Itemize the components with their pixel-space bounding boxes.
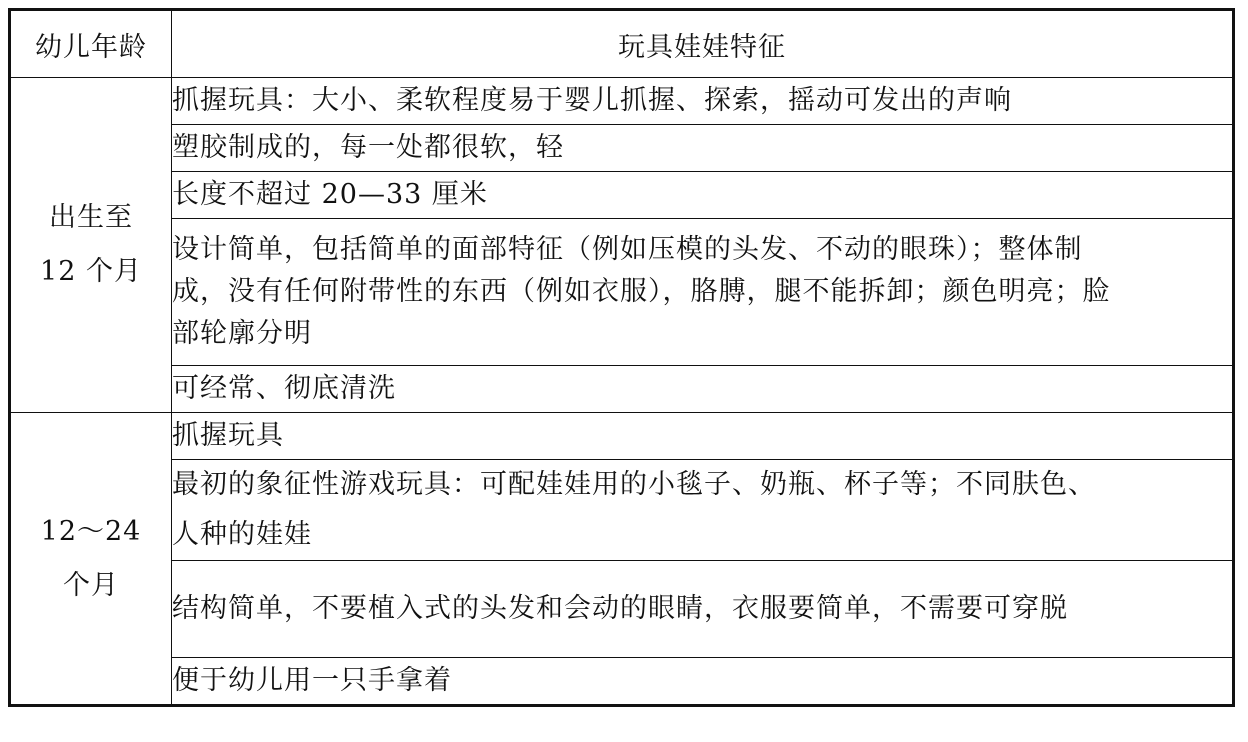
header-age: 幼儿年龄 — [10, 10, 172, 78]
feature-line: 可经常、彻底清洗 — [172, 373, 396, 404]
feature-line: 部轮廓分明 — [172, 318, 312, 349]
doll-features-table — [8, 8, 1235, 707]
header-features: 玩具娃娃特征 — [172, 10, 1234, 78]
feature-line: 人种的娃娃 — [172, 519, 312, 550]
feature-cell — [172, 172, 1234, 219]
table-row — [10, 172, 1234, 219]
table-row — [10, 658, 1234, 706]
feature-line: 结构简单，不要植入式的头发和会动的眼睛，衣服要简单，不需要可穿脱 — [172, 593, 1068, 624]
age-line: 个月 — [63, 569, 119, 601]
feature-cell — [172, 561, 1234, 658]
table-row — [10, 219, 1234, 366]
table-row — [10, 561, 1234, 658]
feature-cell — [172, 413, 1234, 460]
age-cell-0-12-months — [10, 78, 172, 413]
feature-line: 成，没有任何附带性的东西（例如衣服），胳膊，腿不能拆卸；颜色明亮；脸 — [172, 276, 1111, 307]
feature-cell — [172, 78, 1234, 125]
age-cell-12-24-months — [10, 413, 172, 706]
feature-line: 塑胶制成的，每一处都很软，轻 — [172, 132, 564, 163]
table-row — [10, 78, 1234, 125]
feature-line: 抓握玩具 — [172, 420, 284, 451]
feature-line: 最初的象征性游戏玩具：可配娃娃用的小毯子、奶瓶、杯子等；不同肤色、 — [172, 469, 1096, 500]
feature-line: 长度不超过 20—33 厘米 — [172, 179, 488, 210]
feature-cell — [172, 219, 1234, 366]
table-row — [10, 366, 1234, 413]
feature-cell — [172, 125, 1234, 172]
table-row — [10, 413, 1234, 460]
header-row — [10, 10, 1234, 78]
feature-line: 便于幼儿用一只手拿着 — [172, 665, 452, 696]
feature-cell — [172, 460, 1234, 561]
table-row — [10, 125, 1234, 172]
age-line: 出生至 — [49, 202, 133, 233]
feature-cell — [172, 658, 1234, 706]
age-line: 12 个月 — [40, 256, 142, 287]
feature-line: 设计简单，包括简单的面部特征（例如压模的头发、不动的眼珠）；整体制 — [172, 234, 1083, 265]
feature-cell — [172, 366, 1234, 413]
age-line: 12～24 — [40, 515, 142, 547]
feature-line: 抓握玩具：大小、柔软程度易于婴儿抓握、探索，摇动可发出的声响 — [172, 85, 1012, 116]
table-row — [10, 460, 1234, 561]
